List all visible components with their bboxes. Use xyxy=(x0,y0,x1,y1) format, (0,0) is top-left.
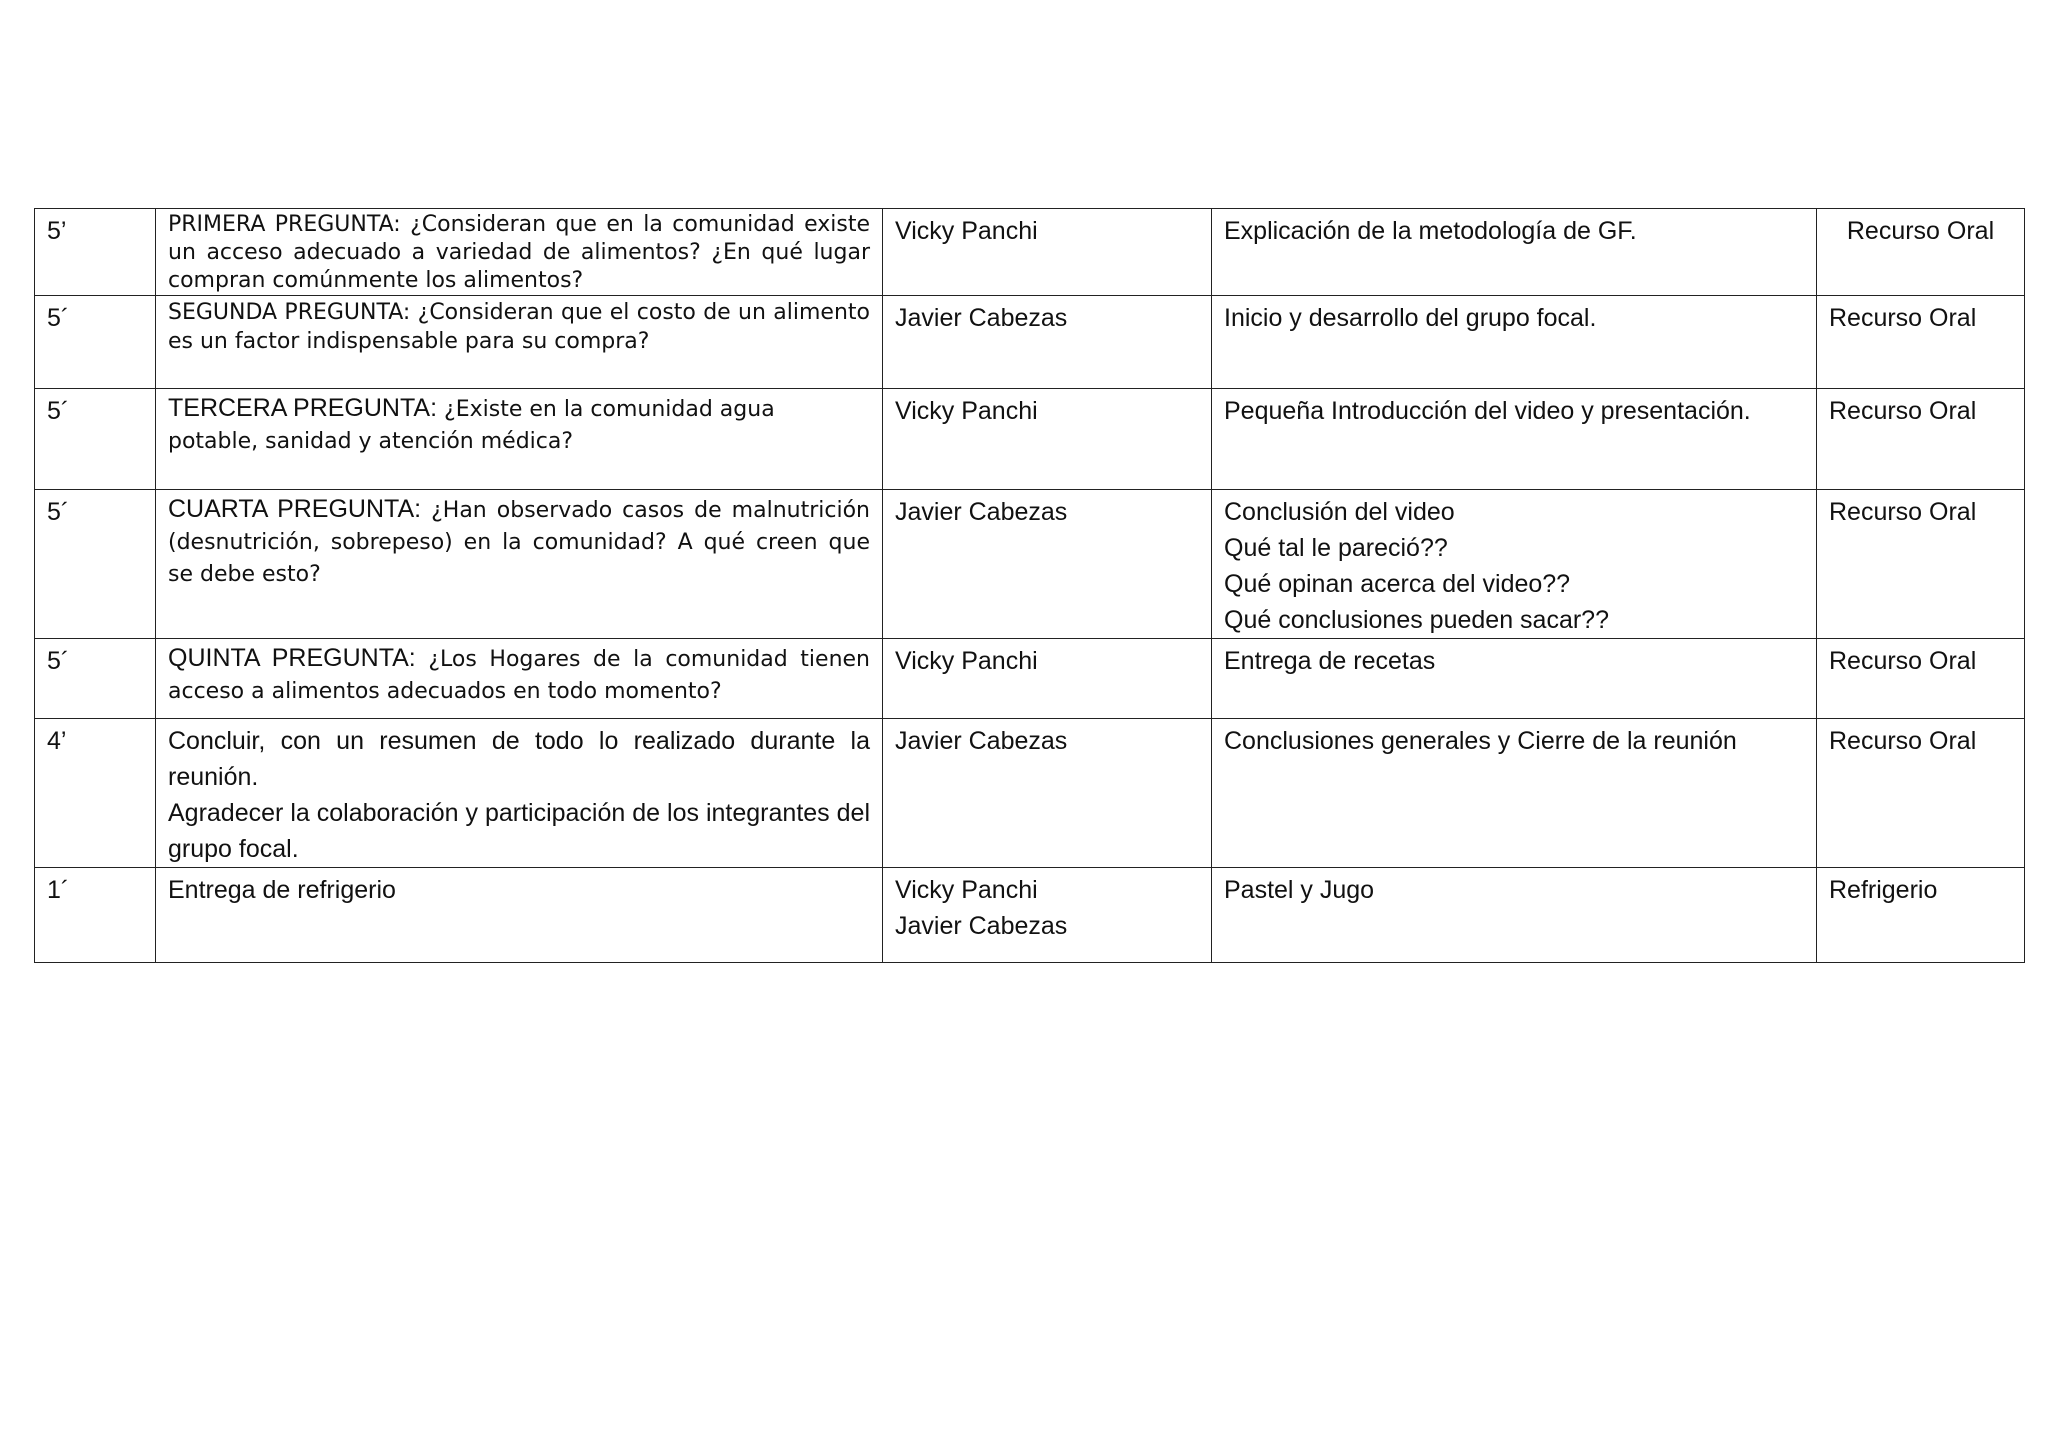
time-cell: 5´ xyxy=(35,296,156,389)
question-text: ¿Han observado casos de malnutrición (desnutrición, sobrepeso) en la comunidad? A qué creen que se debe esto? xyxy=(168,498,870,587)
resource-cell: Recurso Oral xyxy=(1817,490,2025,639)
responsible-name: Javier Cabezas xyxy=(895,912,1068,940)
activity-text: Pastel y Jugo xyxy=(1224,876,1375,904)
question-text: ¿Consideran que el costo de un alimento es un factor indispensable para su compra? xyxy=(168,300,870,354)
activity-text: Qué opinan acerca del video?? xyxy=(1224,570,1571,598)
responsible-name: Javier Cabezas xyxy=(895,498,1068,526)
responsible-cell xyxy=(883,868,1212,963)
responsible-cell xyxy=(883,209,1212,296)
question-cell xyxy=(156,490,883,639)
resource-cell: Recurso Oral xyxy=(1817,296,2025,389)
activity-text: Conclusión del video xyxy=(1224,498,1455,526)
responsible-cell xyxy=(883,639,1212,719)
responsible-name: Vicky Panchi xyxy=(895,876,1038,904)
resource-cell: Recurso Oral xyxy=(1817,639,2025,719)
activity-cell xyxy=(1212,389,1817,490)
question-text: ¿Los Hogares de la comunidad tienen acceso a alimentos adecuados en todo momento? xyxy=(168,647,871,704)
question-lead: CUARTA PREGUNTA: xyxy=(168,495,422,523)
question-cell xyxy=(156,209,883,296)
question-cell xyxy=(156,389,883,490)
resource-cell: Recurso Oral xyxy=(1817,209,2025,296)
resource-cell: Recurso Oral xyxy=(1817,719,2025,868)
question-cell xyxy=(156,868,883,963)
question-cell xyxy=(156,719,883,868)
time-cell: 5´ xyxy=(35,490,156,639)
activity-cell xyxy=(1212,209,1817,296)
activity-text: Pequeña Introducción del video y presentación. xyxy=(1224,397,1751,425)
activity-text: Qué tal le pareció?? xyxy=(1224,534,1448,562)
time-cell: 1´ xyxy=(35,868,156,963)
activity-text: Inicio y desarrollo del grupo focal. xyxy=(1224,304,1597,332)
time-cell: 5´ xyxy=(35,639,156,719)
question-cell xyxy=(156,296,883,389)
resource-cell: Recurso Oral xyxy=(1817,389,2025,490)
responsible-cell xyxy=(883,490,1212,639)
question-lead: QUINTA PREGUNTA: xyxy=(168,644,416,672)
question-lead: SEGUNDA PREGUNTA: xyxy=(168,300,411,325)
question-text: Concluir, con un resumen de todo lo realizado durante la reunión. xyxy=(168,727,870,791)
activity-cell xyxy=(1212,868,1817,963)
table-row xyxy=(35,389,2025,490)
question-text: ¿Existe en la comunidad agua potable, sanidad y atención médica? xyxy=(168,397,775,454)
question-lead: PRIMERA PREGUNTA: xyxy=(168,212,401,237)
responsible-cell xyxy=(883,719,1212,868)
activity-text: Entrega de recetas xyxy=(1224,647,1436,675)
table-row xyxy=(35,639,2025,719)
table-row xyxy=(35,490,2025,639)
activity-cell xyxy=(1212,639,1817,719)
activity-cell xyxy=(1212,296,1817,389)
table-row xyxy=(35,868,2025,963)
table-row xyxy=(35,209,2025,296)
time-cell: 5´ xyxy=(35,389,156,490)
responsible-name: Vicky Panchi xyxy=(895,217,1038,245)
responsible-name: Javier Cabezas xyxy=(895,304,1068,332)
question-text: ¿Consideran que en la comunidad existe un acceso adecuado a variedad de alimentos? ¿En qué lugar compran comúnmente los alimentos? xyxy=(168,212,870,293)
question-text: Entrega de refrigerio xyxy=(168,876,396,904)
resource-cell: Refrigerio xyxy=(1817,868,2025,963)
responsible-cell xyxy=(883,389,1212,490)
focus-group-plan-table xyxy=(34,208,2025,963)
question-text: Agradecer la colaboración y participación de los integrantes del grupo focal. xyxy=(168,799,870,863)
responsible-name: Vicky Panchi xyxy=(895,397,1038,425)
activity-cell xyxy=(1212,490,1817,639)
question-cell xyxy=(156,639,883,719)
time-cell: 5’ xyxy=(35,209,156,296)
time-cell: 4’ xyxy=(35,719,156,868)
activity-cell xyxy=(1212,719,1817,868)
responsible-name: Vicky Panchi xyxy=(895,647,1038,675)
responsible-name: Javier Cabezas xyxy=(895,727,1068,755)
activity-text: Explicación de la metodología de GF. xyxy=(1224,217,1637,245)
responsible-cell xyxy=(883,296,1212,389)
activity-text: Qué conclusiones pueden sacar?? xyxy=(1224,606,1609,634)
activity-text: Conclusiones generales y Cierre de la reunión xyxy=(1224,727,1737,755)
table-row xyxy=(35,296,2025,389)
table-row xyxy=(35,719,2025,868)
question-lead: TERCERA PREGUNTA: xyxy=(168,394,438,422)
